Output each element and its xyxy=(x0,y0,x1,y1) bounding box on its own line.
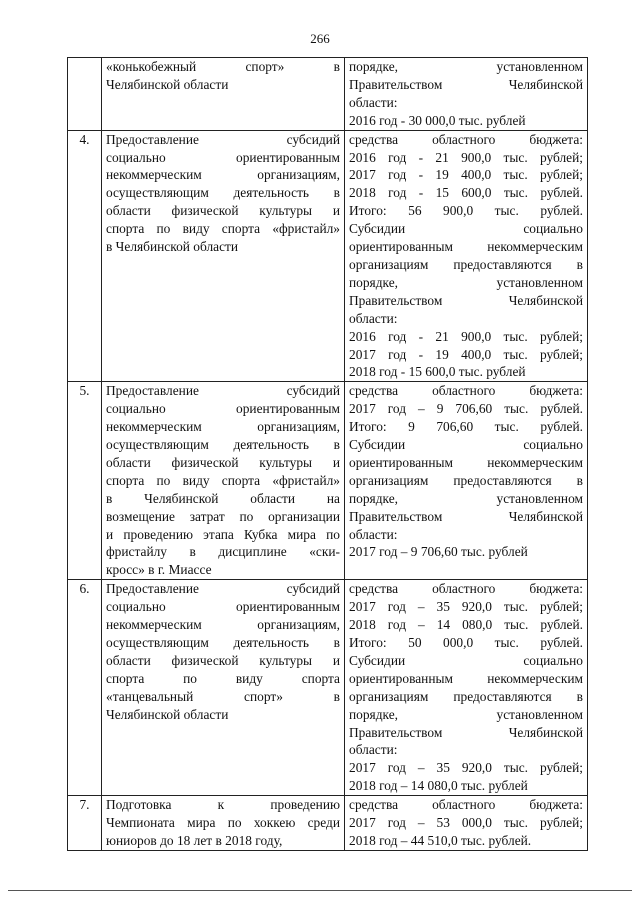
description-line: осуществляющим деятельность в xyxy=(106,635,340,650)
funding-line: 2016 год - 21 900,0 тыс. рублей; xyxy=(349,149,583,165)
description-line: некоммерческим организациям, xyxy=(106,167,340,183)
funding-line: 2018 год – 14 080,0 тыс. рублей xyxy=(349,778,528,794)
funding-line: области: xyxy=(349,310,398,326)
description-line: осуществляющим деятельность в xyxy=(106,185,340,201)
funding-line: 2017 год - 19 400,0 тыс. рублей; xyxy=(349,167,583,183)
funding-line: 2018 год – 14 080,0 тыс. рублей. xyxy=(349,617,583,633)
funding-line: 2017 год – 9 706,60 тыс. рублей. xyxy=(349,401,583,417)
table-body xyxy=(68,58,588,851)
row-number-cell: 5. xyxy=(68,382,102,580)
description-line: «танцевальный спорт» в xyxy=(106,688,340,704)
description-line: в Челябинской области на xyxy=(106,490,340,506)
funding-line: средства областного бюджета: xyxy=(349,581,583,597)
funding-line: Субсидии социально xyxy=(349,221,583,237)
funding-line: Правительством Челябинской xyxy=(349,292,583,308)
description-line: спорта по виду спорта xyxy=(106,670,340,686)
funding-line: организациям предоставляются в xyxy=(349,472,583,488)
description-line: некоммерческим организациям, xyxy=(106,419,340,435)
description-line: некоммерческим организациям, xyxy=(106,617,340,633)
funding-line: 2018 год - 15 600,0 тыс. рублей xyxy=(349,364,526,380)
funding-cell xyxy=(345,796,588,851)
description-line: фристайлу в дисциплине «ски- xyxy=(106,544,340,560)
funding-line: средства областного бюджета: xyxy=(349,797,583,813)
page-number: 266 xyxy=(310,31,330,46)
description-line: возмещение затрат по организации xyxy=(106,508,340,524)
measure-description-cell xyxy=(102,580,345,796)
description-line: области физической культуры и xyxy=(106,652,340,668)
description-line: «конькобежный спорт» в xyxy=(106,59,340,74)
funding-line: Правительством Челябинской xyxy=(349,724,583,740)
description-line: осуществляющим деятельность в xyxy=(106,437,340,453)
funding-line: области: xyxy=(349,526,398,542)
table-row xyxy=(68,58,588,131)
description-line: спорта по виду спорта «фристайл» xyxy=(106,472,340,488)
funding-line: Итого: 50 000,0 тыс. рублей. xyxy=(349,635,583,650)
description-line: области физической культуры и xyxy=(106,454,340,470)
funding-line: порядке, установленном xyxy=(349,59,583,74)
funding-line: средства областного бюджета: xyxy=(349,131,583,147)
funding-line: области: xyxy=(349,742,398,758)
funding-line: области: xyxy=(349,94,398,110)
funding-cell xyxy=(345,580,588,796)
description-line: Предоставление субсидий xyxy=(106,131,340,147)
table-row xyxy=(68,130,588,382)
funding-line: организациям предоставляются в xyxy=(349,688,583,704)
funding-line: порядке, установленном xyxy=(349,274,583,290)
funding-line: 2018 год - 15 600,0 тыс. рублей. xyxy=(349,185,583,201)
funding-line: 2017 год - 19 400,0 тыс. рублей; xyxy=(349,346,583,362)
description-line: Челябинской области xyxy=(106,76,229,92)
description-line: кросс» в г. Миассе xyxy=(106,562,212,578)
funding-line: ориентированным некоммерческим xyxy=(349,239,583,255)
funding-line: Правительством Челябинской xyxy=(349,508,583,524)
funding-line: 2016 год - 21 900,0 тыс. рублей; xyxy=(349,328,583,344)
description-line: Челябинской области xyxy=(106,706,229,722)
description-line: в Челябинской области xyxy=(106,239,239,255)
funding-line: порядке, установленном xyxy=(349,706,583,722)
description-line: Предоставление субсидий xyxy=(106,581,340,597)
description-line: социально ориентированным xyxy=(106,149,340,165)
row-number-cell: 6. xyxy=(68,580,102,796)
page-bottom-rule xyxy=(8,890,632,891)
row-number-cell: 7. xyxy=(68,796,102,851)
description-line: социально ориентированным xyxy=(106,401,340,417)
row-number-cell xyxy=(68,58,102,131)
measure-description-cell xyxy=(102,796,345,851)
measure-description-cell xyxy=(102,382,345,580)
funding-line: Субсидии социально xyxy=(349,437,583,453)
table-row xyxy=(68,796,588,851)
measure-description-cell xyxy=(102,58,345,131)
funding-line: порядке, установленном xyxy=(349,490,583,506)
description-line: юниоров до 18 лет в 2018 году, xyxy=(106,832,283,848)
funding-line: ориентированным некоммерческим xyxy=(349,670,583,686)
funding-line: ориентированным некоммерческим xyxy=(349,454,583,470)
description-line: Предоставление субсидий xyxy=(106,383,340,399)
funding-line: Правительством Челябинской xyxy=(349,76,583,92)
funding-line: средства областного бюджета: xyxy=(349,383,583,399)
funding-cell xyxy=(345,130,588,382)
funding-line: 2017 год – 53 000,0 тыс. рублей; xyxy=(349,815,583,831)
measure-description-cell xyxy=(102,130,345,382)
measures-table xyxy=(67,57,588,851)
funding-line: 2017 год – 35 920,0 тыс. рублей; xyxy=(349,760,583,776)
funding-line: 2016 год - 30 000,0 тыс. рублей xyxy=(349,112,526,128)
funding-cell xyxy=(345,382,588,580)
description-line: социально ориентированным xyxy=(106,599,340,615)
funding-line: Итого: 9 706,60 тыс. рублей. xyxy=(349,419,583,435)
row-number-cell: 4. xyxy=(68,130,102,382)
description-line: и проведению этапа Кубка мира по xyxy=(106,526,340,542)
table-row xyxy=(68,580,588,796)
funding-line: Итого: 56 900,0 тыс. рублей. xyxy=(349,203,583,219)
table-row xyxy=(68,382,588,580)
funding-line: 2017 год – 35 920,0 тыс. рублей; xyxy=(349,599,583,615)
funding-line: Субсидии социально xyxy=(349,652,583,668)
description-line: Чемпионата мира по хоккею среди xyxy=(106,815,340,831)
funding-line: 2017 год – 9 706,60 тыс. рублей xyxy=(349,544,528,560)
description-line: Подготовка к проведению xyxy=(106,797,340,813)
funding-line: 2018 год – 44 510,0 тыс. рублей. xyxy=(349,832,532,848)
funding-line: организациям предоставляются в xyxy=(349,256,583,272)
description-line: спорта по виду спорта «фристайл» xyxy=(106,221,340,237)
funding-cell xyxy=(345,58,588,131)
description-line: области физической культуры и xyxy=(106,203,340,219)
